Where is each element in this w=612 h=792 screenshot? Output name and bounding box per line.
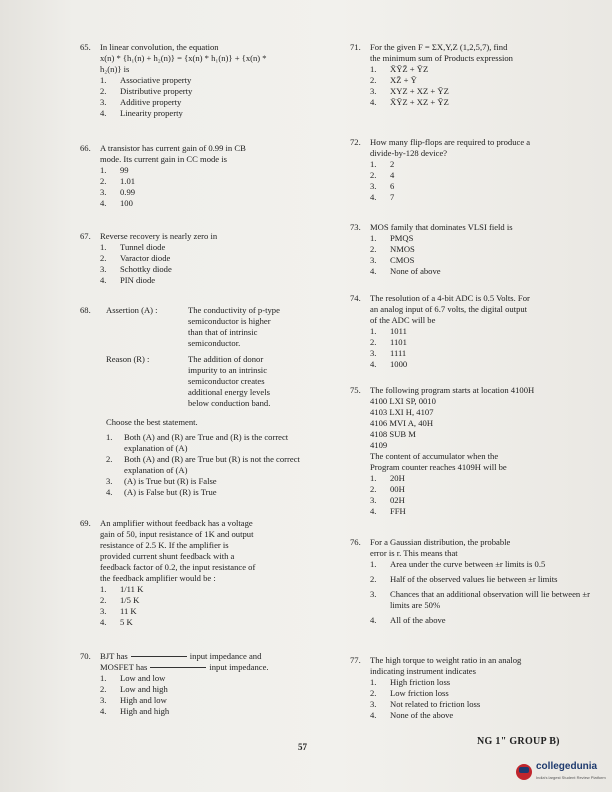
stem-fragment: BJT has: [100, 651, 128, 661]
option-text: XYZ + XZ + ȲZ: [390, 86, 449, 96]
option-number: 1.: [100, 165, 107, 175]
question-number: 65.: [80, 42, 91, 52]
stem-line: an analog input of 6.7 volts, the digital output: [370, 304, 528, 314]
assertion-block: [106, 305, 320, 349]
stem-line: resistance of 2.5 K. If the amplifier is: [100, 540, 229, 550]
option-2: [370, 484, 590, 495]
option-number: 4.: [370, 710, 377, 720]
option-number: 2.: [100, 253, 107, 263]
stem-fragment: input impedance and: [189, 651, 262, 661]
option-text: X̄ȲZ̄ + ȲZ: [390, 64, 429, 74]
reason-label: Reason (R) :: [106, 354, 150, 364]
stem-line: x(n) * {h₁(n) + h₂(n)} = {x(n) * h₁(n)} + {x(n) *: [100, 53, 267, 63]
question-73: [350, 222, 590, 277]
option-number: 1.: [100, 242, 107, 252]
page-number: 57: [298, 742, 307, 752]
option-text: CMOS: [390, 255, 415, 265]
question-stem: [370, 293, 590, 326]
option-1: [370, 559, 590, 570]
option-1: [370, 233, 590, 244]
option-text: 1/5 K: [120, 595, 140, 605]
option-number: 3.: [100, 695, 107, 705]
question-number: 73.: [350, 222, 361, 232]
reason-block: [106, 354, 320, 409]
option-number: 1.: [370, 473, 377, 483]
question-number: 67.: [80, 231, 91, 241]
stem-line: For a Gaussian distribution, the probable: [370, 537, 511, 547]
text-line: The addition of donor: [188, 354, 264, 364]
option-number: 1.: [370, 677, 377, 687]
code-line: 4109: [370, 440, 388, 450]
option-number: 4.: [100, 275, 107, 285]
option-2: [106, 454, 320, 476]
option-number: 1.: [100, 584, 107, 594]
option-4: [370, 266, 590, 277]
question-stem: [370, 42, 590, 64]
question-stem: [370, 385, 590, 473]
stem-line: provided current shunt feedback with a: [100, 551, 235, 561]
option-3: [100, 97, 320, 108]
option-number: 1.: [370, 559, 377, 569]
option-text: High and low: [120, 695, 167, 705]
option-3: [370, 495, 590, 506]
stem-line: In linear convolution, the equation: [100, 42, 219, 52]
option-4: [370, 359, 590, 370]
option-2: [370, 688, 590, 699]
option-number: 3.: [370, 181, 377, 191]
instruction: Choose the best statement.: [106, 417, 198, 427]
question-77: [350, 655, 590, 721]
option-number: 1.: [370, 326, 377, 336]
option-text: 0.99: [120, 187, 136, 197]
option-text: XZ̄ + Ȳ: [390, 75, 417, 85]
option-1: [100, 242, 320, 253]
option-number: 2.: [106, 454, 113, 464]
option-3: [370, 255, 590, 266]
text-line: additional energy levels: [188, 387, 270, 397]
option-text: 5 K: [120, 617, 133, 627]
question-number: 76.: [350, 537, 361, 547]
option-3: [370, 348, 590, 359]
option-text: High friction loss: [390, 677, 451, 687]
option-1: [100, 673, 325, 684]
option-text: Low and high: [120, 684, 168, 694]
stem-line: A transistor has current gain of 0.99 in CB: [100, 143, 246, 153]
option-3: [370, 699, 590, 710]
option-number: 3.: [370, 86, 377, 96]
option-number: 4.: [100, 617, 107, 627]
option-number: 1.: [106, 432, 113, 442]
option-number: 3.: [370, 495, 377, 505]
option-text: None of above: [390, 266, 441, 276]
option-2: [370, 75, 590, 86]
option-2: [370, 170, 590, 181]
question-number: 66.: [80, 143, 91, 153]
option-text: (A) is True but (R) is False: [124, 476, 217, 486]
question-66: [80, 143, 320, 209]
stem-fragment: input impedance.: [209, 662, 269, 672]
option-text: 4: [390, 170, 395, 180]
stem-fragment: MOSFET has: [100, 662, 148, 672]
option-text: Associative property: [120, 75, 192, 85]
option-text: FFH: [390, 506, 406, 516]
option-text: 02H: [390, 495, 405, 505]
option-1: [370, 159, 590, 170]
option-4: [106, 487, 320, 498]
question-67: [80, 231, 320, 286]
option-3: [100, 264, 320, 275]
option-number: 4.: [100, 706, 107, 716]
blank-line: [150, 667, 206, 668]
option-text: 2: [390, 159, 395, 169]
assertion-text: [188, 305, 280, 349]
stem-line: An amplifier without feedback has a voltage: [100, 518, 253, 528]
question-70: [80, 651, 325, 717]
brand-name: [536, 762, 606, 783]
question-number: 69.: [80, 518, 91, 528]
stem-line: The resolution of a 4-bit ADC is 0.5 Volts. For: [370, 293, 530, 303]
option-number: 1.: [370, 159, 377, 169]
option-text: 1011: [390, 326, 407, 336]
stem-line: the feedback amplifier would be :: [100, 573, 216, 583]
brand-logo[interactable]: [516, 752, 610, 792]
brand-tagline: India's largest Student Review Platform: [536, 774, 606, 780]
option-text: Chances that an additional observation will lie between ±r limits are 50%: [390, 589, 590, 610]
question-stem: Reverse recovery is nearly zero in: [100, 231, 218, 241]
option-1: [370, 326, 590, 337]
option-number: 3.: [100, 264, 107, 274]
question-number: 71.: [350, 42, 361, 52]
option-number: 4.: [106, 487, 113, 497]
option-number: 2.: [370, 337, 377, 347]
option-2: [370, 574, 590, 585]
option-4: [370, 710, 590, 721]
stem-line: The high torque to weight ratio in an analog: [370, 655, 522, 665]
option-text: 1.01: [120, 176, 136, 186]
stem-line: the minimum sum of Products expression: [370, 53, 513, 63]
brand-name-text: collegedunia: [536, 760, 598, 772]
option-number: 2.: [370, 244, 377, 254]
option-2: [370, 244, 590, 255]
option-2: [100, 684, 325, 695]
option-2: [100, 253, 320, 264]
option-number: 4.: [370, 359, 377, 369]
option-text: Low friction loss: [390, 688, 449, 698]
option-number: 4.: [370, 97, 377, 107]
option-text: Varactor diode: [120, 253, 171, 263]
option-text: 1000: [390, 359, 408, 369]
option-number: 4.: [370, 615, 377, 625]
code-line: 4106 MVI A, 40H: [370, 418, 434, 428]
stem-line: The following program starts at location 4100H: [370, 385, 535, 395]
question-stem: [370, 537, 590, 559]
text-line: semiconductor is higher: [188, 316, 271, 326]
option-text: 6: [390, 181, 395, 191]
option-1: [370, 64, 590, 75]
option-text: Not related to friction loss: [390, 699, 481, 709]
option-4: [370, 615, 590, 626]
option-4: [100, 706, 325, 717]
option-1: [100, 75, 320, 86]
option-number: 2.: [100, 86, 107, 96]
blank-line: [131, 656, 187, 657]
option-4: [100, 198, 320, 209]
question-stem: [100, 518, 320, 584]
question-stem: [100, 651, 325, 673]
option-text: X̄ȲZ + XZ + ȲZ: [390, 97, 449, 107]
option-number: 4.: [100, 108, 107, 118]
stem-line: divide-by-128 device?: [370, 148, 448, 158]
option-text: (A) is False but (R) is True: [124, 487, 217, 497]
option-number: 2.: [370, 170, 377, 180]
text-line: semiconductor creates: [188, 376, 265, 386]
options: [106, 432, 320, 498]
option-3: [370, 589, 590, 611]
option-text: Linearity property: [120, 108, 183, 118]
option-text: NMOS: [390, 244, 415, 254]
option-3: [370, 181, 590, 192]
option-number: 1.: [100, 75, 107, 85]
option-number: 3.: [370, 699, 377, 709]
stem-line: How many flip-flops are required to produce a: [370, 137, 531, 147]
option-3: [100, 187, 320, 198]
option-text: 1101: [390, 337, 407, 347]
option-number: 3.: [370, 589, 377, 599]
stem-line: The content of accumulator when the: [370, 451, 499, 461]
option-2: [100, 176, 320, 187]
option-text: 20H: [390, 473, 405, 483]
option-2: [100, 595, 320, 606]
option-number: 4.: [100, 198, 107, 208]
question-stem: [370, 137, 590, 159]
option-text: Half of the observed values lie between ±r limits: [390, 574, 558, 584]
question-number: 68.: [80, 305, 91, 315]
question-stem: [100, 42, 320, 75]
option-text: None of the above: [390, 710, 454, 720]
option-text: Additive property: [120, 97, 182, 107]
stem-line: Program counter reaches 4109H will be: [370, 462, 507, 472]
text-line: semiconductor.: [188, 338, 241, 348]
option-number: 3.: [100, 606, 107, 616]
option-number: 2.: [100, 595, 107, 605]
option-3: [100, 606, 320, 617]
question-65: [80, 42, 320, 119]
option-text: Tunnel diode: [120, 242, 166, 252]
option-1: [370, 473, 590, 484]
option-text: 00H: [390, 484, 405, 494]
option-text: Distributive property: [120, 86, 193, 96]
option-number: 1.: [370, 64, 377, 74]
option-number: 2.: [100, 684, 107, 694]
text-line: than that of intrinsic: [188, 327, 258, 337]
assertion-label: Assertion (A) :: [106, 305, 158, 315]
option-text: Both (A) and (R) are True but (R) is not the correct explanation of (A): [124, 454, 300, 475]
code-line: 4103 LXI H, 4107: [370, 407, 434, 417]
question-stem: [100, 143, 320, 165]
stem-line: gain of 50, input resistance of 1K and output: [100, 529, 254, 539]
option-4: [100, 275, 320, 286]
option-4: [370, 506, 590, 517]
stem-line: h₂(n)} is: [100, 64, 130, 74]
text-line: impurity to an intrinsic: [188, 365, 268, 375]
option-number: 1.: [100, 673, 107, 683]
option-3: [370, 86, 590, 97]
question-72: [350, 137, 590, 203]
option-number: 2.: [370, 484, 377, 494]
option-text: Low and low: [120, 673, 166, 683]
option-1: [100, 584, 320, 595]
option-text: 7: [390, 192, 395, 202]
stem-line: feedback factor of 0.2, the input resistance of: [100, 562, 256, 572]
option-text: 1111: [390, 348, 407, 358]
option-number: 3.: [106, 476, 113, 486]
stem-line: mode. Its current gain in CC mode is: [100, 154, 227, 164]
option-number: 1.: [370, 233, 377, 243]
option-number: 2.: [370, 75, 377, 85]
option-text: 99: [120, 165, 129, 175]
text-line: The conductivity of p-type: [188, 305, 280, 315]
option-text: 1/11 K: [120, 584, 144, 594]
option-text: Both (A) and (R) are True and (R) is the correct explanation of (A): [124, 432, 289, 453]
option-3: [100, 695, 325, 706]
option-number: 3.: [370, 348, 377, 358]
question-71: [350, 42, 590, 108]
option-number: 4.: [370, 506, 377, 516]
question-number: 74.: [350, 293, 361, 303]
question-69: [80, 518, 320, 628]
option-number: 3.: [100, 187, 107, 197]
option-2: [370, 337, 590, 348]
question-stem: MOS family that dominates VLSI field is: [370, 222, 513, 232]
stem-line: indicating instrument indicates: [370, 666, 476, 676]
text-line: below conduction band.: [188, 398, 271, 408]
stem-line: error is r. This means that: [370, 548, 458, 558]
stem-line: of the ADC will be: [370, 315, 436, 325]
option-number: 3.: [370, 255, 377, 265]
graduation-cap-icon: [516, 764, 532, 780]
question-number: 72.: [350, 137, 361, 147]
option-4: [100, 617, 320, 628]
question-number: 77.: [350, 655, 361, 665]
reason-text: [188, 354, 270, 409]
options: [80, 75, 320, 119]
code-line: 4100 LXI SP, 0010: [370, 396, 436, 406]
option-text: High and high: [120, 706, 170, 716]
question-76: [350, 537, 590, 626]
stem-line: For the given F = ΣX,Y,Z (1,2,5,7), find: [370, 42, 508, 52]
option-1: [370, 677, 590, 688]
question-stem: [370, 655, 590, 677]
option-number: 2.: [370, 574, 377, 584]
option-text: PMQS: [390, 233, 414, 243]
question-number: 75.: [350, 385, 361, 395]
option-number: 2.: [100, 176, 107, 186]
question-number: 70.: [80, 651, 91, 661]
option-number: 3.: [100, 97, 107, 107]
code-line: 4108 SUB M: [370, 429, 416, 439]
option-4: [100, 108, 320, 119]
question-75: [350, 385, 590, 517]
option-1: [100, 165, 320, 176]
option-text: 100: [120, 198, 133, 208]
option-4: [370, 192, 590, 203]
option-text: PIN diode: [120, 275, 156, 285]
option-4: [370, 97, 590, 108]
option-text: Area under the curve between ±r limits is 0.5: [390, 559, 546, 569]
option-1: [106, 432, 320, 454]
question-68: [80, 305, 320, 498]
option-number: 4.: [370, 266, 377, 276]
option-text: All of the above: [390, 615, 446, 625]
footer-code: NG 1" GROUP B): [477, 736, 560, 747]
option-number: 4.: [370, 192, 377, 202]
option-3: [106, 476, 320, 487]
option-text: 11 K: [120, 606, 137, 616]
question-74: [350, 293, 590, 370]
option-text: Schottky diode: [120, 264, 172, 274]
option-2: [100, 86, 320, 97]
option-number: 2.: [370, 688, 377, 698]
